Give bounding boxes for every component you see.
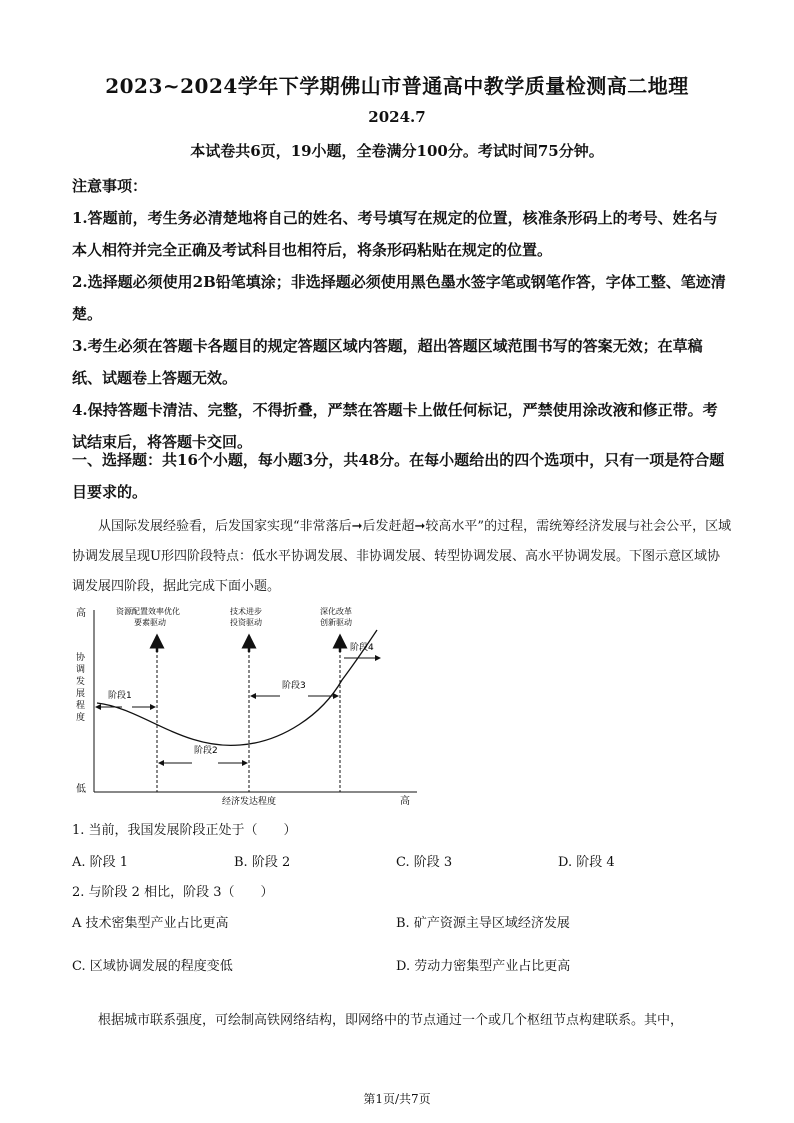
section-heading: 一、选择题：共16个小题，每小题3分，共48分。在每小题给出的四个选项中，只有一项是符合题目要求的。 [72,451,725,501]
y-label-char-2: 调 [76,665,86,675]
stage-figure [72,600,422,810]
driver-3-line-2: 创新驱动 [320,618,352,627]
passage-1: 从国际发展经验看，后发国家实现“非常落后➞后发赶超➞较高水平”的过程，需统筹经济发展与社会公平，区域协调发展呈现U形四阶段特点：低水平协调发展、非协调发展、转型协调发展、高水平协调发展。下图示意区域协调发展四阶段，据此完成下面小题。 [72,519,732,594]
y-label-char-1: 协 [76,653,86,663]
y-label-char-4: 展 [76,689,86,699]
q2-option-b: B. 矿产资源主导区域经济发展 [396,916,570,931]
y-label-char-3: 发 [76,677,86,687]
stage-2-label: 阶段2 [194,746,218,756]
q1-option-d: D. 阶段 4 [558,855,615,870]
passage-2: 根据城市联系强度，可绘制高铁网络结构，即网络中的节点通过一个或几个枢纽节点构建联系。其中， [98,1013,684,1028]
u-curve [97,630,377,745]
driver-2-line-2: 投资驱动 [230,618,262,627]
driver-2-line-1: 技术进步 [230,607,262,616]
notice-block [72,170,732,458]
stage-1-label: 阶段1 [108,691,132,701]
q1-option-a: A. 阶段 1 [72,855,129,870]
driver-3-line-1: 深化改革 [320,607,352,616]
q2-option-a: A 技术密集型产业占比更高 [72,916,229,931]
exam-title: 2023~2024学年下学期佛山市普通高中教学质量检测高二地理 [105,74,689,98]
q2-option-d: D. 劳动力密集型产业占比更高 [396,959,571,974]
notice-heading: 注意事项： [72,177,148,195]
y-axis-high: 高 [76,608,86,619]
exam-date: 2024.7 [368,108,426,126]
page-footer: 第1页/共7页 [363,1092,431,1106]
q1-option-b: B. 阶段 2 [234,855,291,870]
driver-1-line-1: 资源配置效率优化 [116,607,180,616]
notice-item-1: 1.答题前，考生务必清楚地将自己的姓名、考号填写在规定的位置，核准条形码上的考号、姓名与本人相符并完全正确及考试科目也相符后，将条形码粘贴在规定的位置。 [72,209,718,259]
notice-item-4: 4.保持答题卡清洁、完整，不得折叠，严禁在答题卡上做任何标记，严禁使用涂改液和修正带。考试结束后，将答题卡交回。 [72,401,718,451]
notice-item-2: 2.选择题必须使用2B铅笔填涂；非选择题必须使用黑色墨水签字笔或钢笔作答，字体工整、笔迹清楚。 [72,273,726,323]
x-axis-label: 经济发达程度 [222,797,277,807]
y-axis-low: 低 [76,784,86,795]
y-label-char-6: 度 [76,713,86,723]
y-label-char-5: 程 [76,701,86,711]
x-axis-high: 高 [400,796,410,807]
q1-stem: 1. 当前，我国发展阶段正处于（ ） [72,823,297,838]
notice-item-3: 3.考生必须在答题卡各题目的规定答题区域内答题，超出答题区域范围书写的答案无效；在草稿纸、试题卷上答题无效。 [72,337,703,387]
stage-3-label: 阶段3 [282,681,306,691]
stage-4-label: 阶段4 [350,643,374,653]
q2-stem: 2. 与阶段 2 相比，阶段 3（ ） [72,885,274,900]
driver-1-line-2: 要素驱动 [134,618,166,627]
q2-option-c: C. 区域协调发展的程度变低 [72,959,233,974]
q1-option-c: C. 阶段 3 [396,855,453,870]
exam-info: 本试卷共6页，19小题，全卷满分100分。考试时间75分钟。 [190,142,604,160]
